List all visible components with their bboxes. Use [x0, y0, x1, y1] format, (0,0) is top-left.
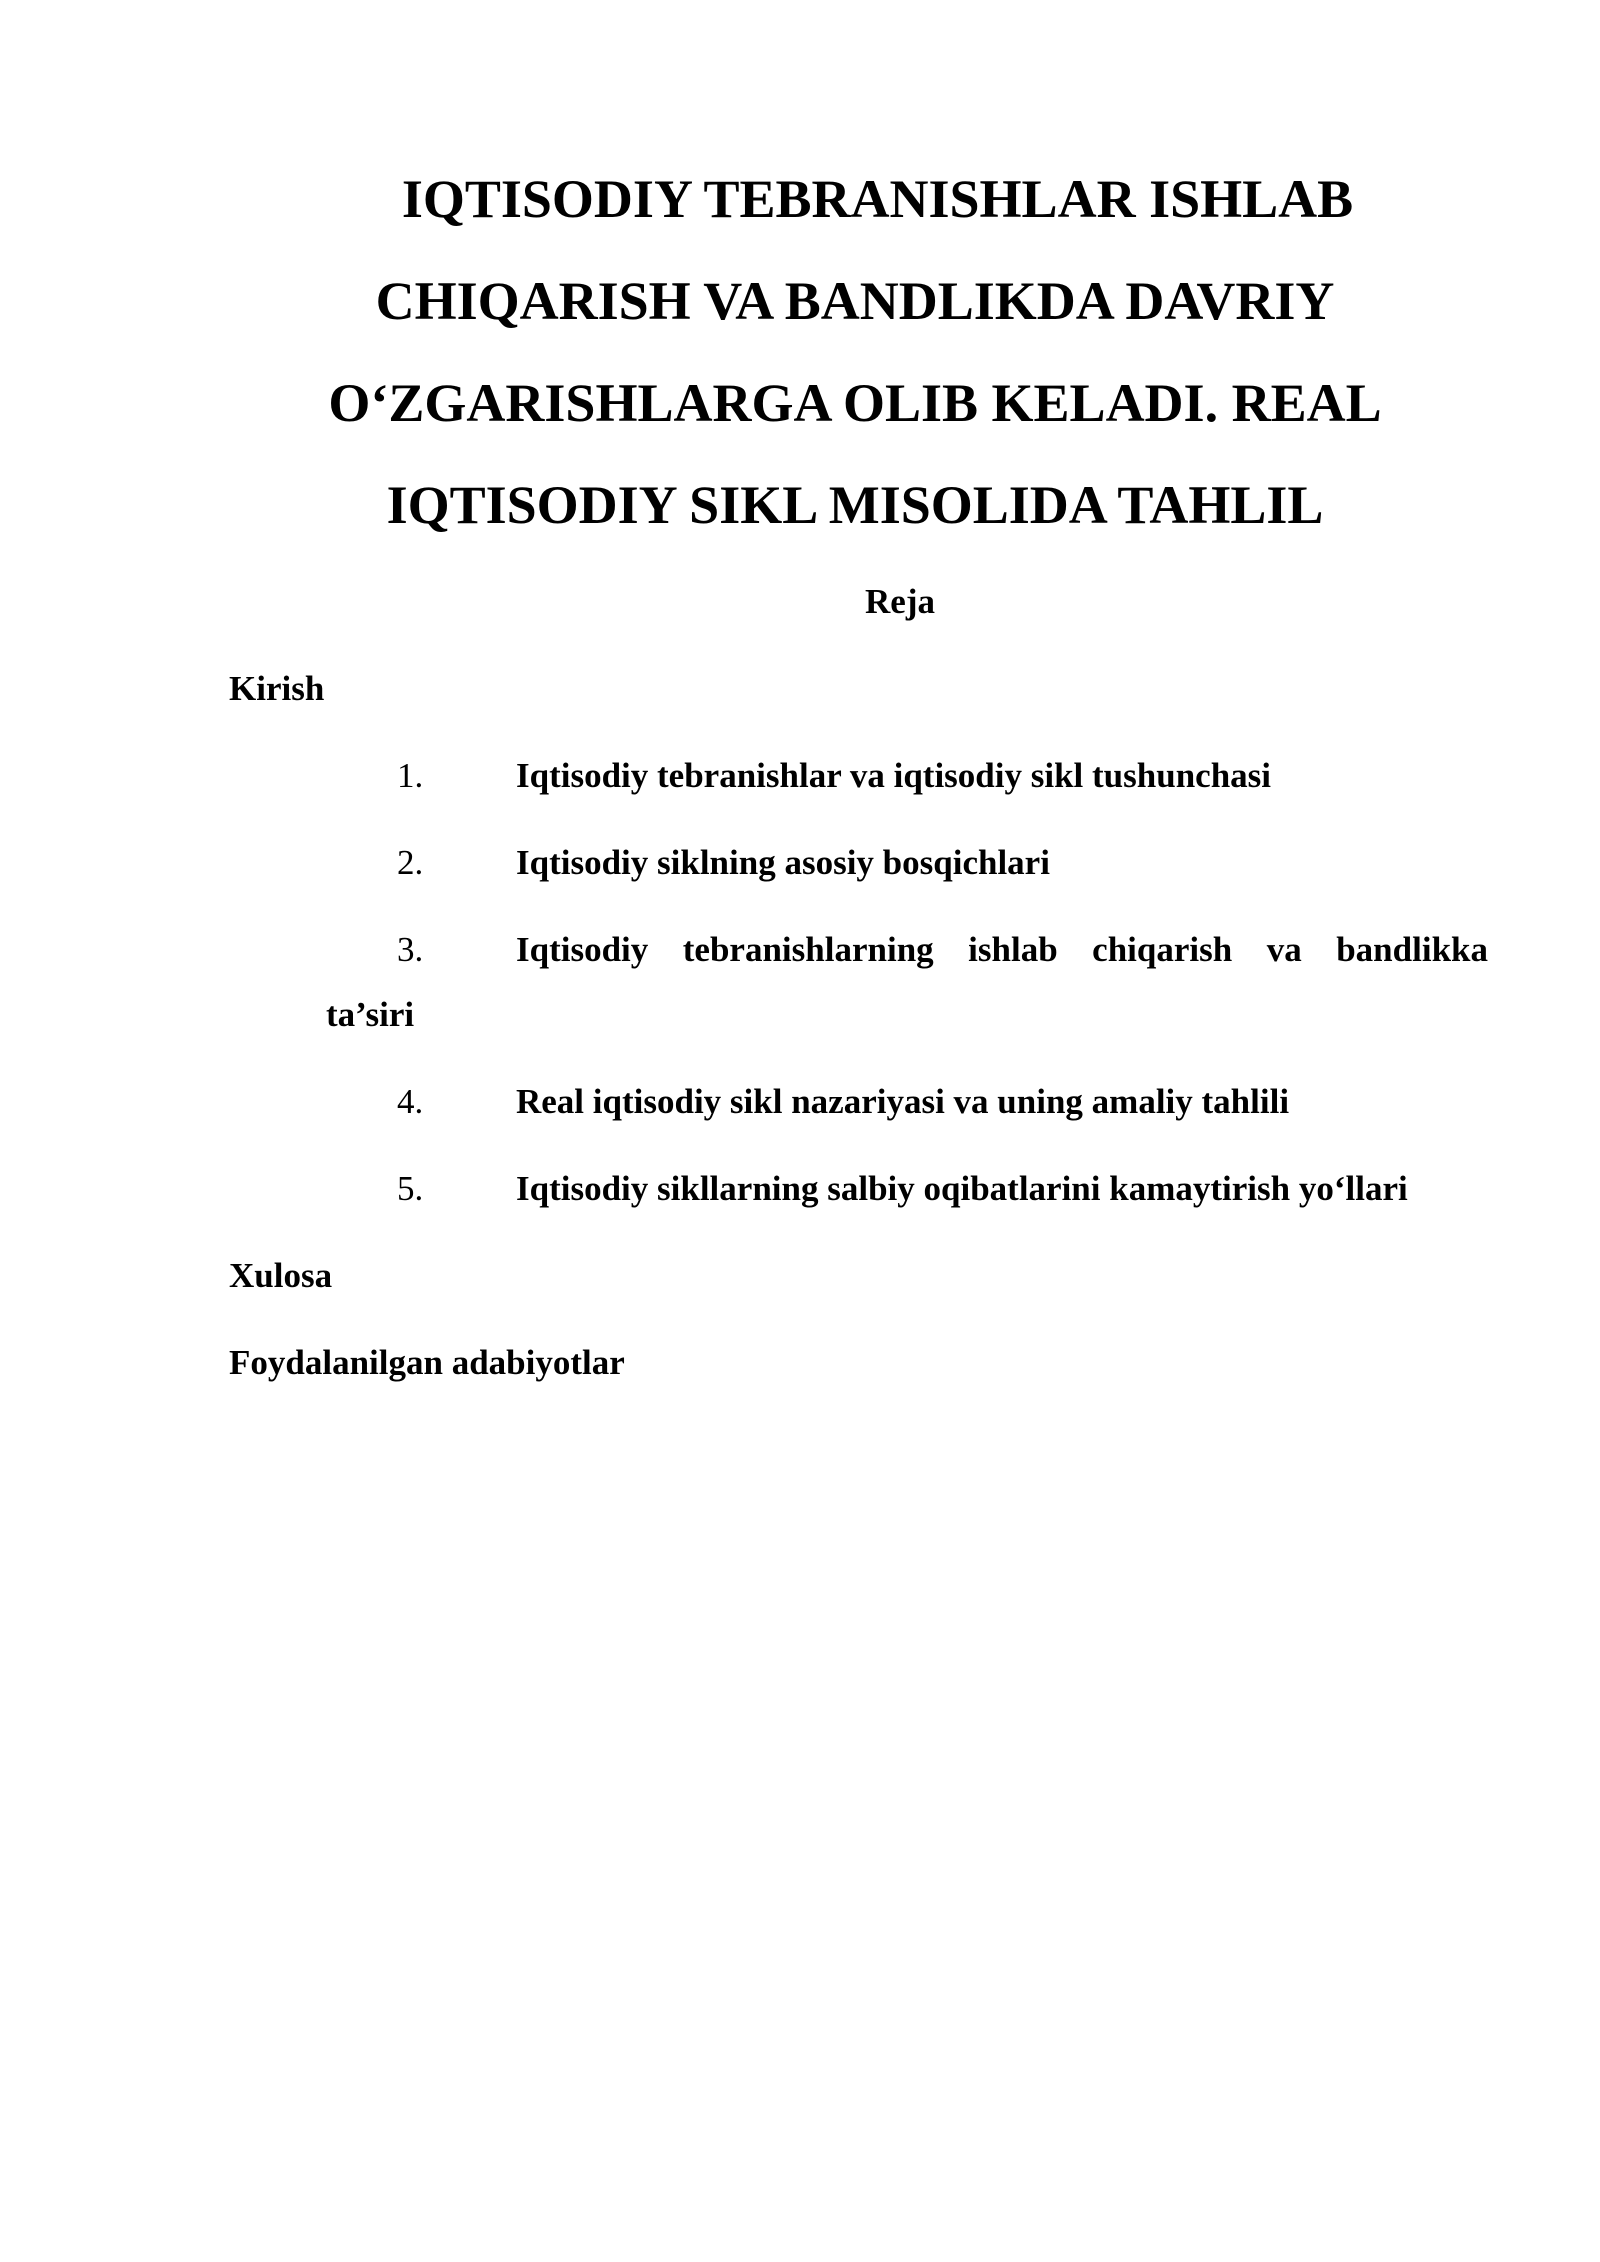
plan-item-continuation: ta’siri	[326, 995, 415, 1034]
references-heading: Foydalanilgan adabiyotlar	[229, 1343, 625, 1382]
plan-heading: Reja	[865, 582, 935, 621]
document-title	[230, 148, 1480, 556]
plan-item-text: Real iqtisodiy sikl nazariyasi va uning amaliy tahlili	[516, 1082, 1290, 1121]
plan-item-number: 2.	[397, 843, 424, 882]
plan-item-number: 5.	[397, 1169, 424, 1208]
plan-item-number: 1.	[397, 756, 424, 795]
conclusion-heading: Xulosa	[229, 1256, 333, 1295]
plan-item-number: 3.	[397, 930, 424, 969]
intro-heading: Kirish	[229, 669, 325, 708]
title-line-2: CHIQARISH VA BANDLIKDA DAVRIY	[375, 271, 1335, 331]
plan-item-number: 4.	[397, 1082, 424, 1121]
title-line-1: IQTISODIY TEBRANISHLAR ISHLAB	[401, 169, 1354, 229]
title-line-3: O‘ZGARISHLARGA OLIB KELADI. REAL	[328, 373, 1382, 433]
plan-item-text: Iqtisodiy tebranishlarning ishlab chiqarish va bandlikka	[516, 930, 1488, 969]
plan-item-text: Iqtisodiy siklning asosiy bosqichlari	[516, 843, 1050, 882]
plan-item-text: Iqtisodiy tebranishlar va iqtisodiy sikl tushunchasi	[516, 756, 1272, 795]
plan-item-text: Iqtisodiy sikllarning salbiy oqibatlarini kamaytirish yo‘llari	[516, 1169, 1408, 1208]
title-line-4: IQTISODIY SIKL MISOLIDA TAHLIL	[386, 475, 1324, 535]
